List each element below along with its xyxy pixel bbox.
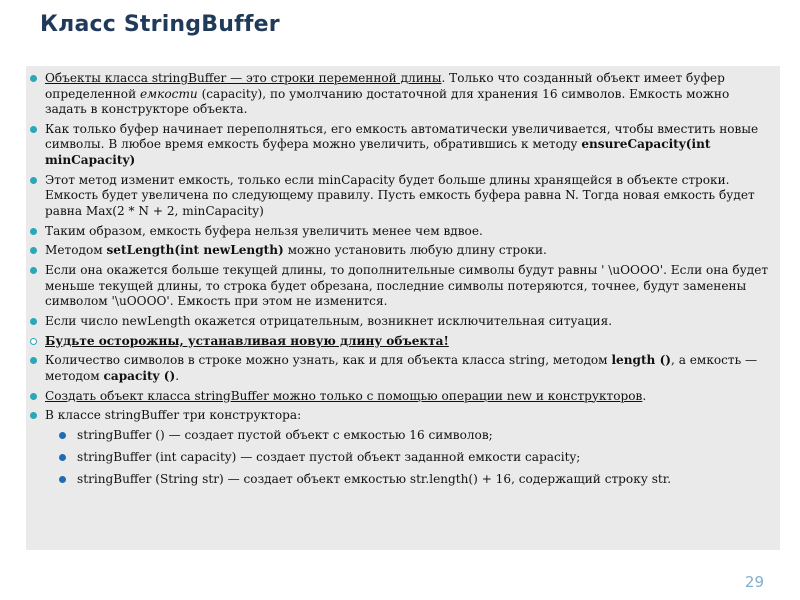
- bold-method-name: ensureCapacity(int minCapacity): [45, 137, 711, 168]
- text: .: [175, 368, 180, 383]
- text: В классе stringBuffer три конструктора:: [45, 408, 302, 423]
- page-number: 29: [744, 573, 764, 591]
- underlined-text: Создать объект класса stringBuffer можно только с помощью операции new и конструкторов: [45, 388, 643, 403]
- sub-bullet-item-3: stringBuffer (String str) — создает объект емкостью str.length() + 16, содержащий строку str.: [45, 472, 772, 488]
- warning-text: Будьте осторожны, устанавливая новую длину объекта!: [45, 333, 449, 348]
- text: Если число newLength окажется отрицательным, возникнет исключительная ситуация.: [45, 313, 613, 328]
- underlined-text: Объекты класса stringBuffer — это строки переменной длины: [45, 71, 442, 85]
- bullet-item-10: [26, 389, 772, 405]
- bullet-item-6: [26, 263, 772, 310]
- bullet-item-8: [26, 334, 772, 350]
- italic-text: емкости: [140, 86, 198, 101]
- bullet-item-5: [26, 243, 772, 259]
- bullet-list: [26, 71, 772, 488]
- bullet-item-11: [26, 408, 772, 487]
- text: Если она окажется больше текущей длины, то дополнительные символы будут равны ' \uOOOO'. Если она будет меньше текущей длины, то строка будет обрезана, последние символы потеряются, точнее, будут заменены символом '\uOOOO'. Емкость при этом не изменится.: [45, 263, 769, 309]
- sub-bullet-item-2: stringBuffer (int capacity) — создает пустой объект заданной емкости capacity;: [45, 450, 772, 466]
- text: Таким образом, емкость буфера нельзя увеличить менее чем вдвое.: [45, 223, 483, 238]
- text: Этот метод изменит емкость, только если minCapacity будет больше длины хранящейся в объекте строки. Емкость будет увеличена по следующему правилу. Пусть емкость буфера равна N. Тогда новая емкость будет равна Max(2 * N + 2, minCapacity): [45, 172, 755, 218]
- text: Количество символов в строке можно узнать, как и для объекта класса string, методом: [45, 353, 612, 368]
- text: , а емкость — методом: [45, 353, 758, 383]
- bullet-item-9: [26, 353, 772, 384]
- text: можно установить любую длину строки.: [283, 243, 547, 258]
- slide-title: Класс StringBuffer: [40, 12, 280, 37]
- bullet-item-2: [26, 122, 772, 169]
- bullet-item-3: [26, 173, 772, 220]
- text: Как только буфер начинает переполняться, его емкость автоматически увеличивается, чтобы вместить новые символы. В любое время емкость буфера можно увеличить, обратившись к методу: [45, 121, 759, 152]
- sub-bullet-list: [45, 428, 772, 488]
- text: . Только что созданный объект имеет буфер определенной: [45, 71, 725, 101]
- text: .: [642, 388, 647, 403]
- bullet-item-1: [26, 71, 772, 118]
- sub-bullet-item-1: stringBuffer () — создает пустой объект с емкостью 16 символов;: [45, 428, 772, 444]
- bold-method-name: length (): [611, 353, 672, 368]
- bold-method-name: capacity (): [103, 368, 176, 383]
- content-box: [26, 66, 780, 550]
- text: Методом: [45, 243, 107, 258]
- text: (capacity), по умолчанию достаточной для хранения 16 символов. Емкость можно задать в конструкторе объекта.: [45, 86, 730, 117]
- bullet-item-4: [26, 224, 772, 240]
- bullet-item-7: [26, 314, 772, 330]
- bold-method-name: setLength(int newLength): [106, 243, 284, 258]
